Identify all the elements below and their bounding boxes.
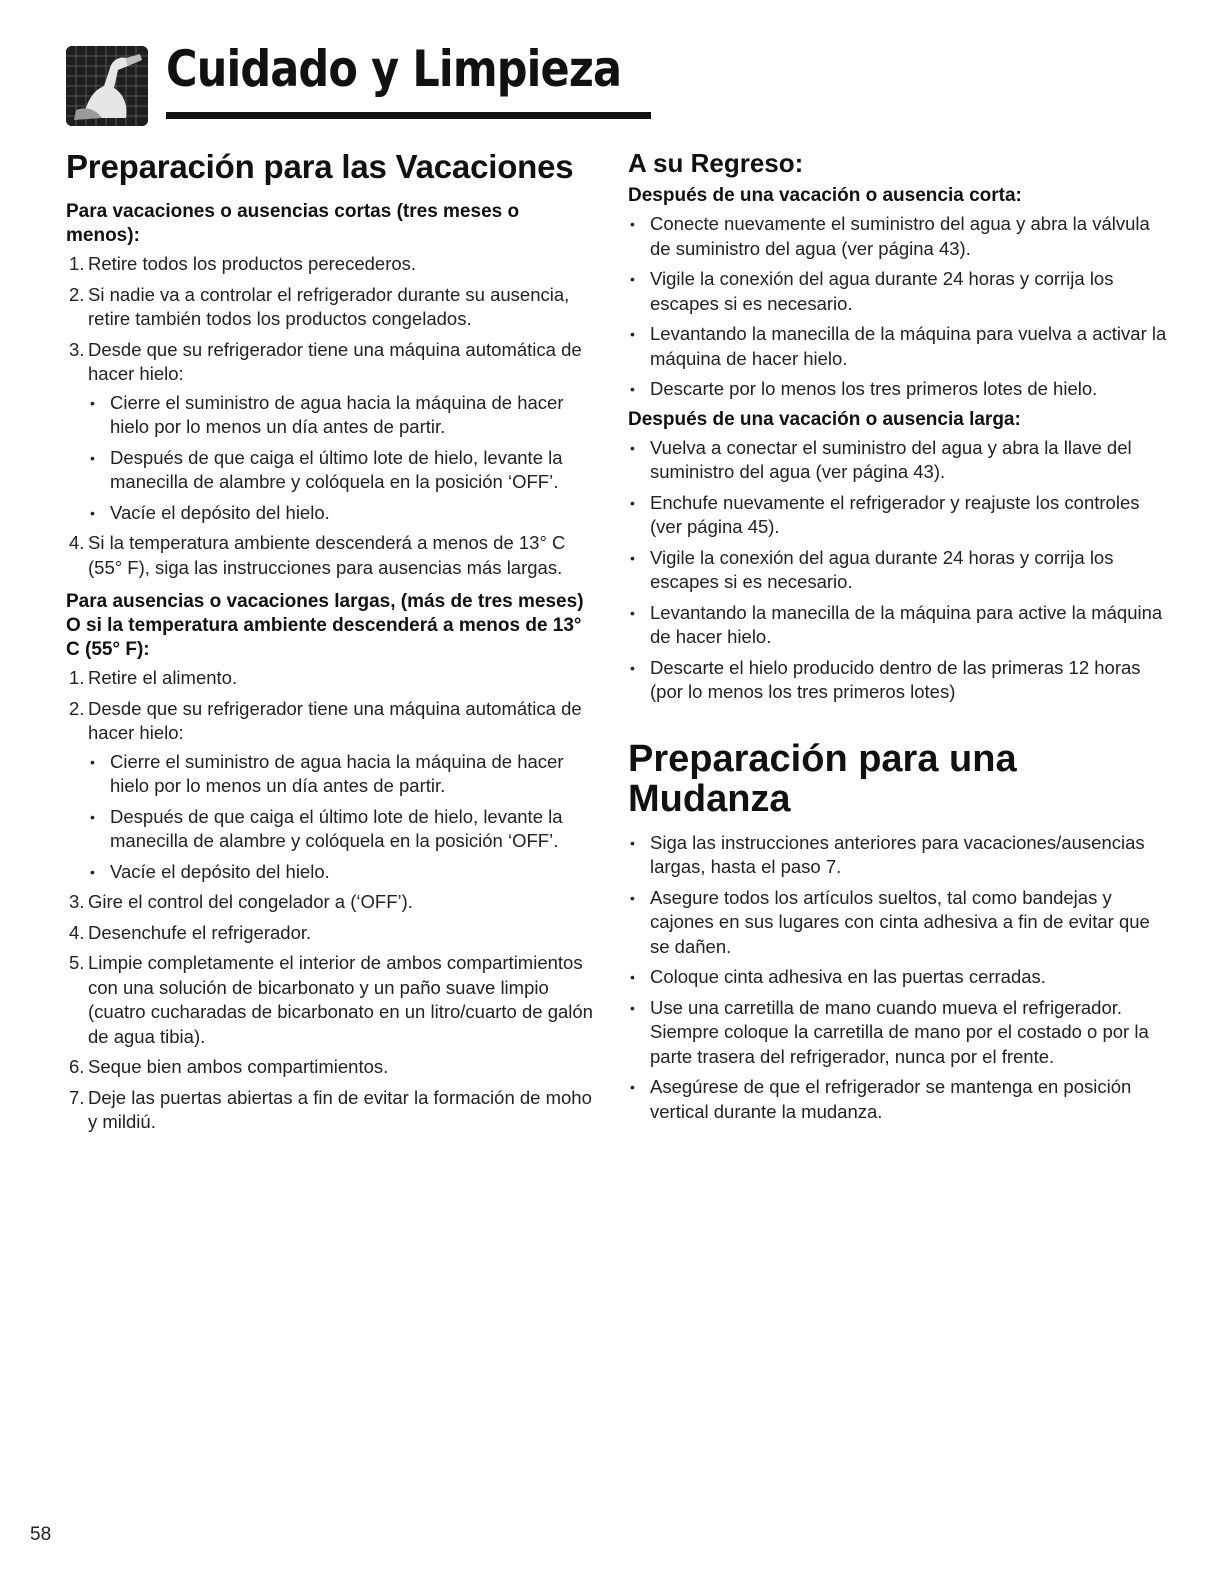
- item-text: Si nadie va a controlar el refrigerador durante su ausencia, retire también todos los productos congelados.: [88, 283, 570, 329]
- header-underline: [166, 112, 651, 119]
- page-header-title: Cuidado y Limpieza: [166, 40, 622, 98]
- list-item: [66, 951, 596, 1049]
- list-item: • Use una carretilla de mano cuando mueva el refrigerador. Siempre coloque la carretilla de mano por el costado o por la parte trasera del refrigerador, nunca por el frente.: [628, 996, 1168, 1070]
- item-text: Limpie completamente el interior de ambos compartimientos con una solución de bicarbonato y un paño suave limpio (cuatro cucharadas de bicarbonato en un litro/cuarto de galón de agua tibia).: [88, 952, 593, 1047]
- list-item: • Asegure todos los artículos sueltos, tal como bandejas y cajones en sus lugares con cinta adhesiva a fin de evitar que se dañen.: [628, 886, 1168, 960]
- sub-list-item: • Cierre el suministro de agua hacia la máquina de hacer hielo por lo menos un día antes de partir.: [88, 391, 596, 440]
- cleaning-spray-icon: [66, 46, 148, 126]
- sub-list-item: • Vacíe el depósito del hielo.: [88, 501, 596, 526]
- item-number: 2.: [69, 283, 85, 305]
- item-number: 1.: [69, 253, 85, 274]
- list-item: [66, 697, 596, 885]
- list-item: • Coloque cinta adhesiva en las puertas cerradas.: [628, 965, 1168, 990]
- list-item: • Vigile la conexión del agua durante 24 horas y corrija los escapes si es necesario.: [628, 546, 1168, 595]
- list-item: [66, 283, 596, 332]
- sub-list-item: • Cierre el suministro de agua hacia la máquina de hacer hielo por lo menos un día antes de partir.: [88, 750, 596, 799]
- item-number: 7.: [69, 1086, 85, 1108]
- list-item: • Vigile la conexión del agua durante 24 horas y corrija los escapes si es necesario.: [628, 267, 1168, 316]
- list-item: [66, 252, 596, 277]
- long-return-subheading: Después de una vacación o ausencia larga:: [628, 408, 1021, 430]
- item-number: 1.: [69, 667, 85, 688]
- list-item: [66, 338, 596, 526]
- long-return-list: [628, 436, 1168, 705]
- page-number: 58: [30, 1524, 52, 1545]
- list-item: [66, 921, 596, 946]
- item-number: 5.: [69, 952, 85, 973]
- list-item: • Levantando la manecilla de la máquina para vuelva a activar la máquina de hacer hielo.: [628, 322, 1168, 371]
- list-item: [66, 1086, 596, 1135]
- item-text: Seque bien ambos compartimientos.: [88, 1056, 389, 1077]
- sub-list: [88, 750, 596, 885]
- item-text: Desenchufe el refrigerador.: [88, 921, 312, 943]
- list-item: [66, 666, 596, 691]
- list-item: • Siga las instrucciones anteriores para vacaciones/ausencias largas, hasta el paso 7.: [628, 831, 1168, 880]
- list-item: • Conecte nuevamente el suministro del agua y abra la válvula de suministro del agua (ver página 43).: [628, 212, 1168, 261]
- item-text: Retire todos los productos perecederos.: [88, 253, 417, 274]
- long-absence-list: [66, 666, 596, 1135]
- item-text: Desde que su refrigerador tiene una máquina automática de hacer hielo:: [88, 338, 582, 384]
- item-number: 4.: [69, 532, 85, 553]
- item-text: Deje las puertas abiertas a fin de evitar la formación de moho y mildiú.: [88, 1086, 592, 1132]
- item-number: 3.: [69, 891, 85, 912]
- sub-list: [88, 391, 596, 526]
- long-absence-subheading: Para ausencias o vacaciones largas, (más de tres meses) O si la temperatura ambiente descenderá a menos de 13° C (55° F):: [66, 591, 584, 660]
- sub-list-item: • Después de que caiga el último lote de hielo, levante la manecilla de alambre y colóquela en la posición ‘OFF’.: [88, 446, 596, 495]
- item-number: 2.: [69, 697, 85, 719]
- list-item: • Levantando la manecilla de la máquina para active la máquina de hacer hielo.: [628, 601, 1168, 650]
- short-return-list: [628, 212, 1168, 402]
- list-item: • Vuelva a conectar el suministro del agua y abra la llave del suministro del agua (ver página 43).: [628, 436, 1168, 485]
- short-absence-list: [66, 252, 596, 580]
- moving-heading: Preparación para una Mudanza: [628, 737, 1017, 820]
- item-text: Desde que su refrigerador tiene una máquina automática de hacer hielo:: [88, 697, 582, 743]
- list-item: [66, 1055, 596, 1080]
- item-text: Si la temperatura ambiente descenderá a menos de 13° C (55° F), siga las instrucciones para ausencias más largas.: [88, 532, 566, 578]
- item-number: 6.: [69, 1056, 85, 1077]
- item-text: Gire el control del congelador a (‘OFF’).: [88, 891, 413, 912]
- sub-list-item: • Después de que caiga el último lote de hielo, levante la manecilla de alambre y colóquela en la posición ‘OFF’.: [88, 805, 596, 854]
- list-item: • Enchufe nuevamente el refrigerador y reajuste los controles (ver página 45).: [628, 491, 1168, 540]
- list-item: • Descarte el hielo producido dentro de las primeras 12 horas (por lo menos los tres primeros lotes): [628, 656, 1168, 705]
- item-number: 3.: [69, 338, 85, 360]
- list-item: • Descarte por lo menos los tres primeros lotes de hielo.: [628, 377, 1168, 402]
- list-item: • Asegúrese de que el refrigerador se mantenga en posición vertical durante la mudanza.: [628, 1075, 1168, 1124]
- return-heading: A su Regreso:: [628, 148, 804, 178]
- list-item: [66, 531, 596, 580]
- vacation-heading: Preparación para las Vacaciones: [66, 148, 574, 185]
- item-text: Retire el alimento.: [88, 667, 238, 688]
- short-absence-subheading: Para vacaciones o ausencias cortas (tres meses o menos):: [66, 201, 520, 246]
- list-item: [66, 890, 596, 915]
- left-column: [66, 148, 596, 1141]
- sub-list-item: • Vacíe el depósito del hielo.: [88, 860, 596, 885]
- right-column: [628, 148, 1168, 1130]
- short-return-subheading: Después de una vacación o ausencia corta:: [628, 185, 1022, 206]
- item-number: 4.: [69, 921, 85, 943]
- page-header: [66, 38, 622, 128]
- moving-list: [628, 831, 1168, 1125]
